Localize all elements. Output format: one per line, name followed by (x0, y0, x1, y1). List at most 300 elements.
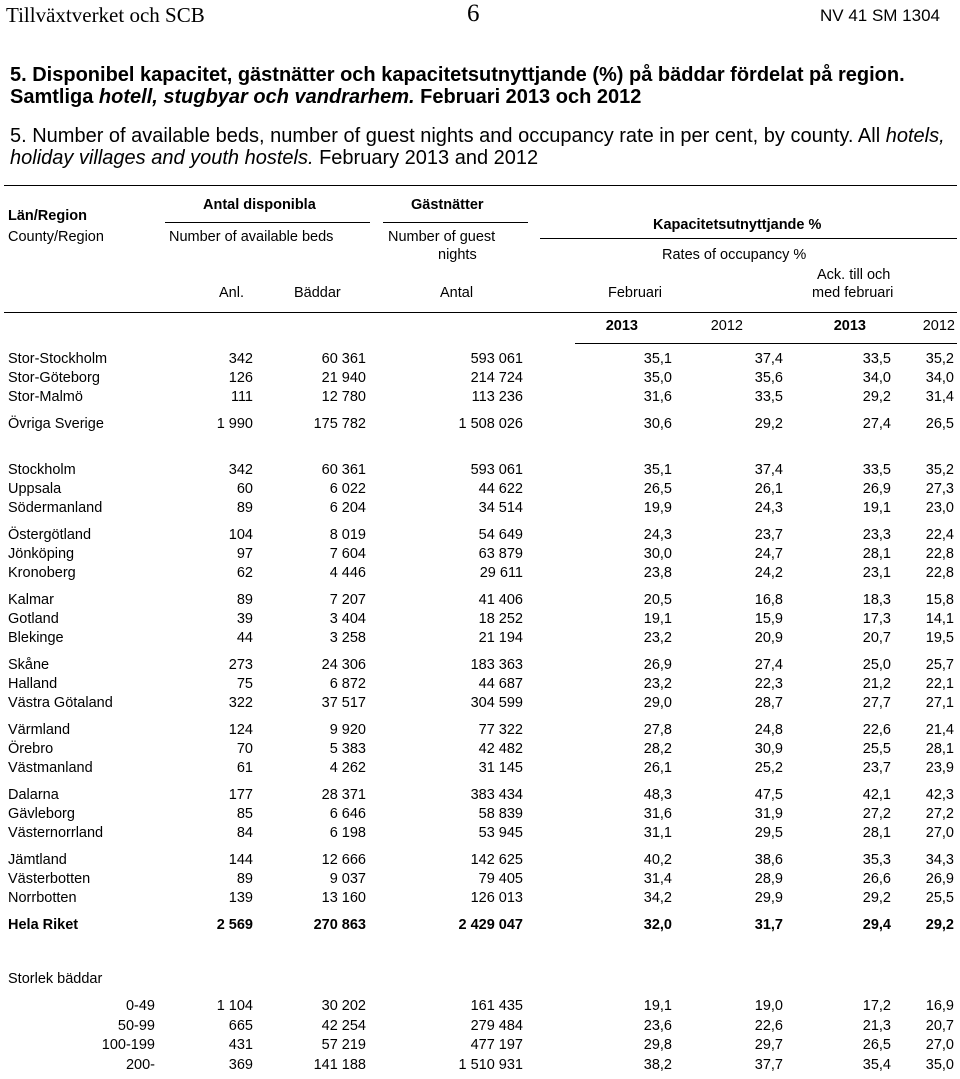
cell-ack2013: 20,7 (862, 630, 891, 646)
cell-ack2012: 27,1 (925, 695, 954, 711)
cell-feb2012: 26,1 (754, 481, 783, 497)
cell-feb2013: 24,3 (643, 527, 672, 543)
cell-ack2012: 34,3 (925, 852, 954, 868)
cell-ack2012: 31,4 (925, 389, 954, 405)
cell-baddar: 12 780 (321, 389, 366, 405)
publisher-header: Tillväxtverket och SCB (6, 3, 205, 27)
cell-ack2012: 26,9 (925, 871, 954, 887)
cell-feb2013: 28,2 (643, 741, 672, 757)
cell-baddar: 57 219 (321, 1037, 366, 1053)
cell-baddar: 3 404 (329, 611, 366, 627)
cell-baddar: 60 361 (321, 351, 366, 367)
cell-ack2012: 14,1 (925, 611, 954, 627)
cell-feb2013: 48,3 (643, 787, 672, 803)
guest-underline (383, 222, 528, 223)
table-row (0, 350, 960, 369)
row-label: Blekinge (8, 630, 64, 646)
cell-ack2013: 28,1 (862, 825, 891, 841)
cell-antal: 18 252 (478, 611, 523, 627)
cell-antal: 113 236 (471, 389, 523, 405)
section-size-label: Storlek bäddar (8, 971, 103, 987)
cell-baddar: 28 371 (321, 787, 366, 803)
table-title-swedish (10, 65, 955, 108)
cell-ack2012: 22,4 (925, 527, 954, 543)
cell-anl: 60 (236, 481, 253, 497)
cell-antal: 31 145 (478, 760, 523, 776)
cell-feb2012: 33,5 (754, 389, 783, 405)
cell-antal: 77 322 (478, 722, 523, 738)
cell-feb2013: 31,1 (643, 825, 672, 841)
cell-baddar: 24 306 (321, 657, 366, 673)
cell-antal: 63 879 (478, 546, 523, 562)
title-en-prefix: 5. Number of available beds, number of guest nights and occupancy rate in per cent, by county. All (10, 125, 886, 147)
cell-feb2012: 28,7 (754, 695, 783, 711)
cell-ack2013: 27,4 (862, 416, 891, 432)
table-row (0, 591, 960, 610)
cell-anl: 62 (236, 565, 253, 581)
cell-antal: 1 510 931 (458, 1057, 523, 1073)
cell-ack2012: 28,1 (925, 741, 954, 757)
header-ack-2: med februari (812, 285, 894, 301)
cell-ack2012: 16,9 (925, 998, 954, 1014)
cell-feb2012: 37,4 (754, 351, 783, 367)
cell-ack2013: 27,7 (862, 695, 891, 711)
row-label: Västernorrland (8, 825, 104, 841)
cell-feb2013: 40,2 (643, 852, 672, 868)
cell-antal: 53 945 (478, 825, 523, 841)
cell-feb2012: 31,7 (754, 917, 783, 933)
cell-antal: 42 482 (478, 741, 523, 757)
cell-ack2013: 42,1 (862, 787, 891, 803)
cell-feb2013: 30,0 (643, 546, 672, 562)
cell-feb2012: 19,0 (754, 998, 783, 1014)
header-guest-sv: Gästnätter (411, 197, 484, 213)
cell-ack2013: 29,4 (862, 917, 891, 933)
cell-anl: 139 (228, 890, 253, 906)
cell-antal: 29 611 (479, 565, 523, 581)
cell-anl: 89 (236, 592, 253, 608)
cell-feb2012: 22,6 (754, 1018, 783, 1034)
cell-anl: 111 (230, 389, 253, 405)
cell-baddar: 6 872 (329, 676, 366, 692)
table-row (0, 1056, 960, 1075)
row-label: Gävleborg (8, 806, 75, 822)
table-row (0, 721, 960, 740)
row-label: 200- (125, 1057, 155, 1073)
cell-baddar: 270 863 (313, 917, 366, 933)
cell-anl: 177 (228, 787, 253, 803)
header-occupancy-sv: Kapacitetsutnyttjande % (653, 217, 822, 233)
cell-feb2013: 27,8 (643, 722, 672, 738)
header-year-2012-feb: 2012 (710, 318, 743, 334)
row-label: Stor-Stockholm (8, 351, 108, 367)
cell-anl: 89 (236, 871, 253, 887)
cell-feb2012: 38,6 (754, 852, 783, 868)
cell-baddar: 6 204 (329, 500, 366, 516)
header-available-sv: Antal disponibla (203, 197, 316, 213)
header-februari: Februari (608, 285, 662, 301)
cell-baddar: 30 202 (321, 998, 366, 1014)
cell-antal: 34 514 (478, 500, 523, 516)
cell-feb2012: 24,7 (754, 546, 783, 562)
cell-ack2012: 27,2 (925, 806, 954, 822)
header-year-2013-feb: 2013 (605, 318, 638, 334)
row-label: Stor-Malmö (8, 389, 83, 405)
row-label: Västmanland (8, 760, 93, 776)
cell-anl: 342 (228, 462, 253, 478)
cell-ack2012: 42,3 (925, 787, 954, 803)
cell-baddar: 6 198 (329, 825, 366, 841)
cell-ack2013: 25,5 (862, 741, 891, 757)
cell-ack2013: 26,6 (862, 871, 891, 887)
cell-feb2012: 28,9 (754, 871, 783, 887)
cell-antal: 279 484 (470, 1018, 523, 1034)
row-label: Gotland (8, 611, 59, 627)
cell-ack2013: 33,5 (862, 462, 891, 478)
row-label: Örebro (8, 741, 54, 757)
header-anl: Anl. (219, 285, 244, 301)
occupancy-underline (540, 238, 957, 239)
cell-ack2013: 18,3 (862, 592, 891, 608)
row-label: Halland (8, 676, 58, 692)
years-rule (575, 343, 957, 344)
cell-ack2013: 25,0 (862, 657, 891, 673)
cell-antal: 142 625 (470, 852, 523, 868)
cell-anl: 1 104 (216, 998, 253, 1014)
cell-anl: 44 (236, 630, 253, 646)
cell-baddar: 5 383 (329, 741, 366, 757)
cell-antal: 593 061 (470, 351, 523, 367)
cell-feb2012: 31,9 (754, 806, 783, 822)
cell-ack2012: 23,0 (925, 500, 954, 516)
header-available-en: Number of available beds (169, 229, 334, 245)
row-label: Stockholm (8, 462, 76, 478)
cell-ack2012: 27,0 (925, 825, 954, 841)
cell-ack2012: 22,1 (925, 676, 954, 692)
cell-antal: 58 839 (478, 806, 523, 822)
cell-feb2013: 19,1 (643, 611, 672, 627)
table-row (0, 694, 960, 713)
cell-baddar: 6 022 (329, 481, 366, 497)
cell-feb2013: 23,8 (643, 565, 672, 581)
cell-ack2013: 17,3 (862, 611, 891, 627)
row-label: Övriga Sverige (8, 416, 104, 432)
table-row (0, 369, 960, 388)
cell-feb2013: 26,1 (643, 760, 672, 776)
cell-feb2013: 29,8 (643, 1037, 672, 1053)
cell-anl: 2 569 (216, 917, 253, 933)
cell-ack2013: 17,2 (862, 998, 891, 1014)
cell-ack2013: 23,1 (862, 565, 891, 581)
table-row (0, 461, 960, 480)
cell-ack2012: 15,8 (925, 592, 954, 608)
cell-ack2012: 29,2 (925, 917, 954, 933)
cell-feb2013: 23,6 (643, 1018, 672, 1034)
avail-underline (165, 222, 370, 223)
row-label: Värmland (8, 722, 71, 738)
row-label: Norrbotten (8, 890, 77, 906)
cell-ack2012: 23,9 (925, 760, 954, 776)
cell-baddar: 42 254 (321, 1018, 366, 1034)
cell-ack2012: 22,8 (925, 565, 954, 581)
header-occupancy-en: Rates of occupancy % (662, 247, 807, 263)
cell-anl: 273 (228, 657, 253, 673)
table-row (0, 1036, 960, 1055)
cell-ack2012: 34,0 (925, 370, 954, 386)
row-label: Skåne (8, 657, 50, 673)
cell-anl: 89 (236, 500, 253, 516)
cell-baddar: 12 666 (321, 852, 366, 868)
page-number: 6 (467, 0, 480, 27)
cell-ack2013: 26,9 (862, 481, 891, 497)
cell-baddar: 21 940 (321, 370, 366, 386)
header-region-en: County/Region (8, 229, 104, 245)
cell-antal: 161 435 (470, 998, 523, 1014)
cell-baddar: 13 160 (321, 890, 366, 906)
table-row (0, 740, 960, 759)
cell-feb2013: 34,2 (643, 890, 672, 906)
cell-antal: 54 649 (478, 527, 523, 543)
table-row (0, 824, 960, 843)
row-label: Västra Götaland (8, 695, 113, 711)
cell-ack2013: 22,6 (862, 722, 891, 738)
header-ack-1: Ack. till och (817, 267, 891, 283)
cell-baddar: 175 782 (313, 416, 366, 432)
cell-ack2012: 26,5 (925, 416, 954, 432)
cell-feb2012: 20,9 (754, 630, 783, 646)
cell-feb2013: 20,5 (643, 592, 672, 608)
cell-feb2013: 19,9 (643, 500, 672, 516)
title-en-suffix: February 2013 and 2012 (313, 146, 539, 169)
cell-ack2012: 22,8 (925, 546, 954, 562)
cell-anl: 124 (228, 722, 253, 738)
table-row (0, 870, 960, 889)
cell-baddar: 60 361 (321, 462, 366, 478)
cell-ack2012: 25,7 (925, 657, 954, 673)
row-label: Östergötland (8, 527, 92, 543)
cell-ack2013: 26,5 (862, 1037, 891, 1053)
cell-anl: 126 (228, 370, 253, 386)
table-row (0, 526, 960, 545)
header-guest-en-1: Number of guest (388, 229, 496, 245)
cell-anl: 144 (228, 852, 253, 868)
cell-antal: 214 724 (470, 370, 523, 386)
cell-antal: 593 061 (470, 462, 523, 478)
table-row (0, 480, 960, 499)
cell-baddar: 141 188 (313, 1057, 366, 1073)
header-region-sv: Län/Region (8, 208, 87, 224)
cell-feb2012: 23,7 (754, 527, 783, 543)
cell-anl: 322 (228, 695, 253, 711)
cell-feb2013: 31,6 (643, 389, 672, 405)
cell-ack2012: 20,7 (925, 1018, 954, 1034)
cell-baddar: 8 019 (329, 527, 366, 543)
cell-ack2012: 35,2 (925, 462, 954, 478)
cell-feb2012: 24,8 (754, 722, 783, 738)
title-en-italic: hotels, holiday villages and youth hostels. (10, 125, 945, 169)
cell-feb2013: 26,9 (643, 657, 672, 673)
cell-ack2013: 35,3 (862, 852, 891, 868)
cell-feb2013: 31,6 (643, 806, 672, 822)
cell-antal: 1 508 026 (458, 416, 523, 432)
cell-feb2013: 23,2 (643, 630, 672, 646)
cell-feb2013: 26,5 (643, 481, 672, 497)
cell-feb2013: 19,1 (643, 998, 672, 1014)
cell-baddar: 7 604 (329, 546, 366, 562)
cell-ack2012: 27,0 (925, 1037, 954, 1053)
cell-baddar: 4 446 (329, 565, 366, 581)
table-row (0, 499, 960, 518)
table-row (0, 564, 960, 583)
cell-feb2012: 29,2 (754, 416, 783, 432)
cell-feb2012: 25,2 (754, 760, 783, 776)
cell-ack2013: 19,1 (862, 500, 891, 516)
table-row (0, 656, 960, 675)
cell-feb2013: 35,1 (643, 351, 672, 367)
cell-feb2012: 29,9 (754, 890, 783, 906)
table-row (0, 851, 960, 870)
row-label: Södermanland (8, 500, 103, 516)
cell-baddar: 7 207 (329, 592, 366, 608)
cell-antal: 183 363 (470, 657, 523, 673)
cell-feb2012: 27,4 (754, 657, 783, 673)
cell-anl: 665 (228, 1018, 253, 1034)
cell-ack2013: 28,1 (862, 546, 891, 562)
cell-ack2012: 25,5 (925, 890, 954, 906)
cell-feb2012: 24,2 (754, 565, 783, 581)
cell-feb2012: 30,9 (754, 741, 783, 757)
cell-anl: 85 (236, 806, 253, 822)
cell-feb2012: 29,5 (754, 825, 783, 841)
cell-ack2012: 35,0 (925, 1057, 954, 1073)
cell-ack2013: 35,4 (862, 1057, 891, 1073)
header-year-2013-ack: 2013 (833, 318, 866, 334)
table-row (0, 629, 960, 648)
cell-ack2012: 21,4 (925, 722, 954, 738)
cell-anl: 39 (236, 611, 253, 627)
cell-antal: 477 197 (470, 1037, 523, 1053)
header-antal: Antal (440, 285, 474, 301)
cell-feb2013: 31,4 (643, 871, 672, 887)
cell-feb2012: 22,3 (754, 676, 783, 692)
table-row (0, 388, 960, 407)
cell-ack2013: 34,0 (862, 370, 891, 386)
cell-feb2013: 32,0 (643, 917, 672, 933)
cell-anl: 104 (228, 527, 253, 543)
cell-anl: 70 (236, 741, 253, 757)
table-row (0, 545, 960, 564)
cell-antal: 126 013 (470, 890, 523, 906)
table-row (0, 610, 960, 629)
cell-feb2012: 16,8 (754, 592, 783, 608)
table-row (0, 997, 960, 1016)
table-row (0, 889, 960, 908)
cell-feb2013: 35,1 (643, 462, 672, 478)
cell-anl: 1 990 (216, 416, 253, 432)
cell-antal: 304 599 (470, 695, 523, 711)
cell-baddar: 3 258 (329, 630, 366, 646)
cell-ack2013: 21,2 (862, 676, 891, 692)
title-sv-prefix: 5. Disponibel kapacitet, gästnätter och kapacitetsutnyttjande (%) på bäddar fördelat på region. Samtliga (10, 64, 905, 108)
cell-ack2013: 21,3 (862, 1018, 891, 1034)
cell-ack2012: 35,2 (925, 351, 954, 367)
cell-feb2012: 37,7 (754, 1057, 783, 1073)
cell-baddar: 9 920 (329, 722, 366, 738)
row-label: 100-199 (101, 1037, 155, 1053)
cell-baddar: 4 262 (329, 760, 366, 776)
header-baddar: Bäddar (294, 285, 341, 301)
cell-feb2012: 24,3 (754, 500, 783, 516)
table-row (0, 805, 960, 824)
table-row (0, 786, 960, 805)
cell-feb2013: 30,6 (643, 416, 672, 432)
report-id: NV 41 SM 1304 (819, 6, 940, 25)
cell-feb2013: 35,0 (643, 370, 672, 386)
cell-feb2012: 29,7 (754, 1037, 783, 1053)
cell-feb2012: 47,5 (754, 787, 783, 803)
cell-anl: 61 (236, 760, 253, 776)
cell-baddar: 6 646 (329, 806, 366, 822)
cell-antal: 2 429 047 (458, 917, 523, 933)
cell-ack2012: 27,3 (925, 481, 954, 497)
table-row (0, 675, 960, 694)
title-sv-italic: hotell, stugbyar och vandrarhem. (98, 85, 415, 108)
cell-ack2013: 23,7 (862, 760, 891, 776)
cell-feb2013: 29,0 (643, 695, 672, 711)
cell-anl: 75 (236, 676, 253, 692)
cell-antal: 44 622 (478, 481, 523, 497)
cell-baddar: 37 517 (321, 695, 366, 711)
table-row (0, 759, 960, 778)
cell-anl: 431 (228, 1037, 253, 1053)
table-row (0, 916, 960, 935)
cell-feb2012: 35,6 (754, 370, 783, 386)
row-label: 50-99 (117, 1018, 155, 1034)
cell-ack2013: 29,2 (862, 389, 891, 405)
cell-ack2013: 33,5 (862, 351, 891, 367)
row-label: Kronoberg (8, 565, 76, 581)
cell-anl: 97 (236, 546, 253, 562)
cell-antal: 383 434 (470, 787, 523, 803)
row-label: Stor-Göteborg (8, 370, 100, 386)
cell-feb2012: 37,4 (754, 462, 783, 478)
cell-baddar: 9 037 (329, 871, 366, 887)
header-mid-rule (4, 312, 957, 313)
cell-antal: 41 406 (478, 592, 523, 608)
cell-ack2013: 29,2 (862, 890, 891, 906)
header-top-rule (4, 185, 957, 186)
row-label: 0-49 (125, 998, 155, 1014)
row-label: Jönköping (8, 546, 75, 562)
cell-ack2013: 27,2 (862, 806, 891, 822)
cell-feb2013: 38,2 (643, 1057, 672, 1073)
row-label: Västerbotten (8, 871, 91, 887)
cell-antal: 44 687 (478, 676, 523, 692)
table-row (0, 1017, 960, 1036)
row-label: Hela Riket (8, 917, 79, 933)
cell-feb2013: 23,2 (643, 676, 672, 692)
cell-anl: 84 (236, 825, 253, 841)
cell-ack2012: 19,5 (925, 630, 954, 646)
cell-anl: 342 (228, 351, 253, 367)
cell-antal: 79 405 (478, 871, 523, 887)
row-label: Kalmar (8, 592, 54, 608)
cell-anl: 369 (228, 1057, 253, 1073)
table-row (0, 415, 960, 434)
cell-antal: 21 194 (478, 630, 523, 646)
title-sv-suffix: Februari 2013 och 2012 (414, 85, 642, 108)
row-label: Dalarna (8, 787, 59, 803)
